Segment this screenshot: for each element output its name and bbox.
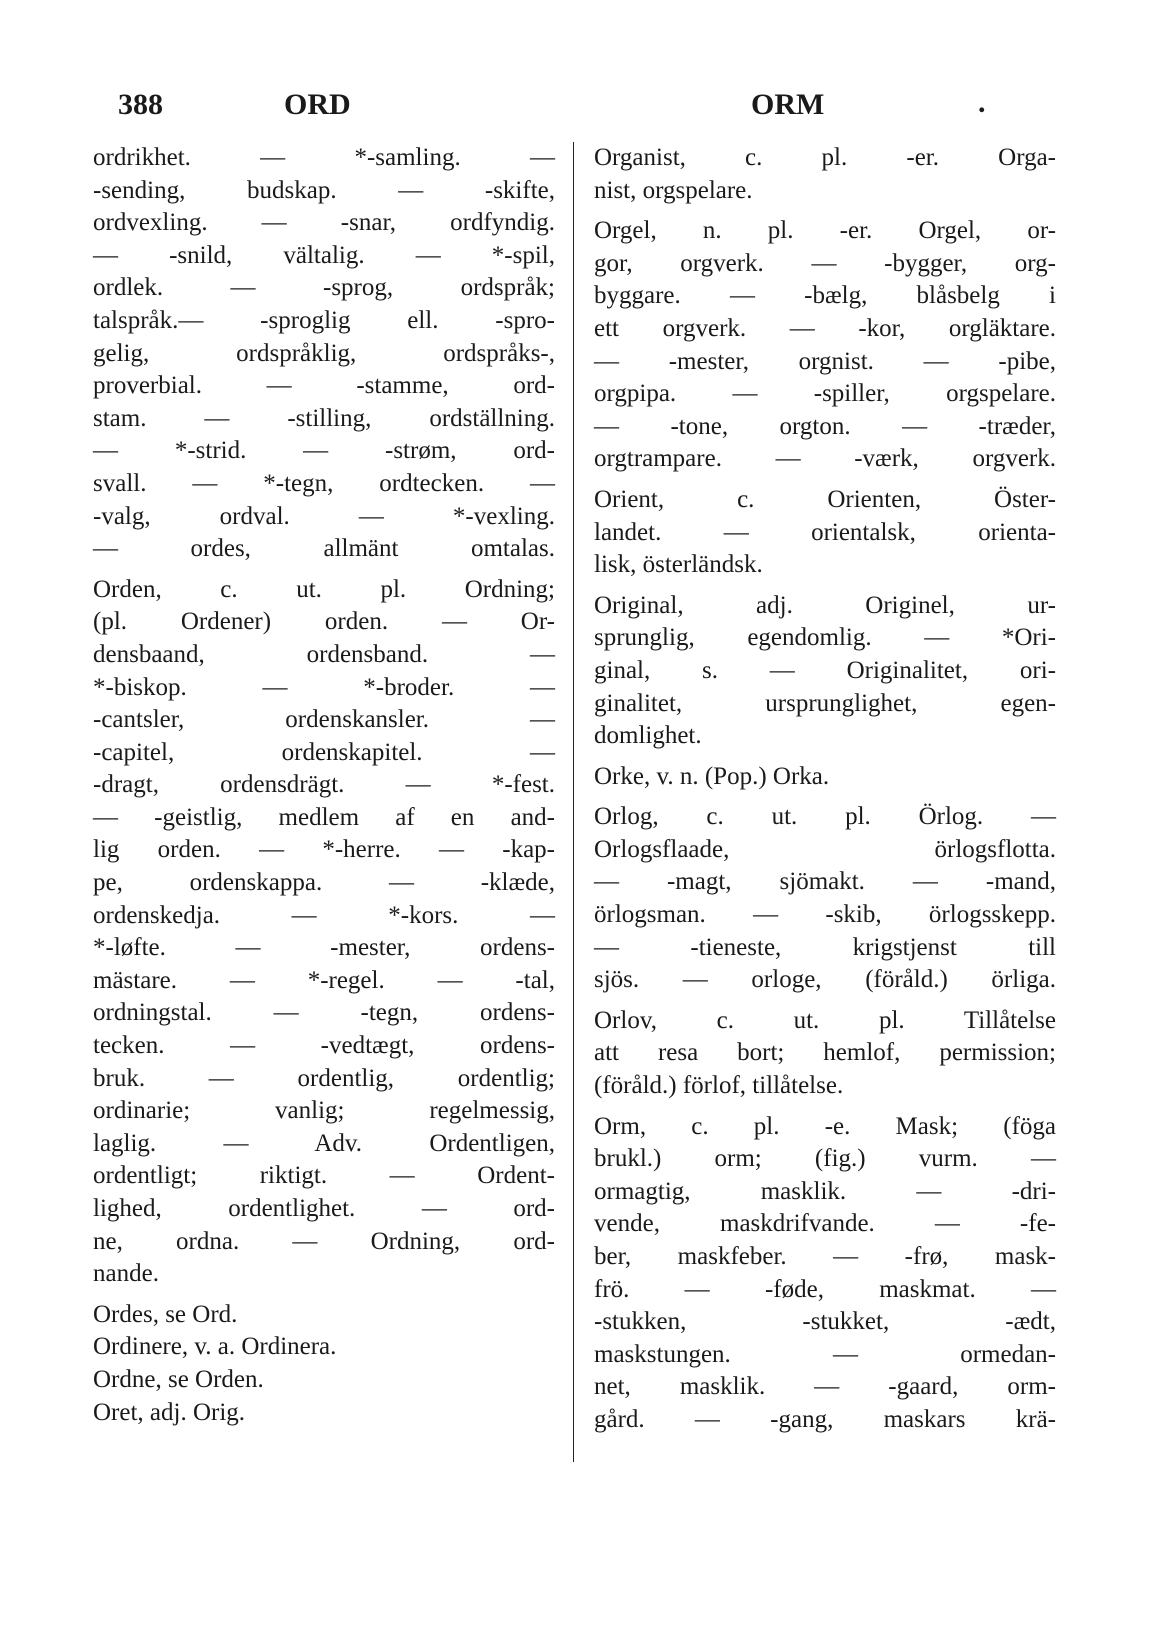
- entry-line: net, masklik. — -gaard, orm-: [594, 1373, 1056, 1401]
- entry-line: bruk. — ordentlig, ordentlig;: [93, 1064, 555, 1092]
- entry-line: Orient, c. Orienten, Öster-: [594, 485, 1056, 513]
- entry-line: Organist, c. pl. -er. Orga-: [594, 144, 1056, 171]
- entry-line: Ordinere, v. a. Ordinera.: [93, 1333, 337, 1361]
- entry-line: talspråk.— -sproglig ell. -spro-: [93, 306, 555, 334]
- entry-line: Original, adj. Originel, ur-: [594, 591, 1056, 619]
- entry-line: (föråld.) förlof, tillåtelse.: [594, 1072, 844, 1100]
- entry-line: vende, maskdrifvande. — -fe-: [594, 1210, 1056, 1238]
- entry-line: ordenskedja. — *-kors. —: [93, 901, 555, 929]
- entry-line: Orke, v. n. (Pop.) Orka.: [594, 762, 830, 790]
- entry-line: ginalitet, ursprunglighet, egen-: [594, 689, 1056, 717]
- entry-line: ordentligt; riktigt. — Ordent-: [93, 1162, 555, 1190]
- entry-line: — -mester, orgnist. — -pibe,: [594, 347, 1056, 375]
- entry-line: lig orden. — *-herre. — -kap-: [93, 836, 555, 864]
- entry-line: Orlov, c. ut. pl. Tillåtelse: [594, 1006, 1056, 1034]
- right-column: [594, 142, 1056, 1437]
- entry-line: ormagtig, masklik. — -dri-: [594, 1177, 1056, 1205]
- entry-line: lighed, ordentlighet. — ord-: [93, 1195, 555, 1222]
- entry-line: ordningstal. — -tegn, ordens-: [93, 999, 555, 1027]
- entry-line: tecken. — -vedtægt, ordens-: [93, 1032, 555, 1060]
- entry-line: -stukken, -stukket, -ædt,: [594, 1308, 1056, 1336]
- entry-line: Orden, c. ut. pl. Ordning;: [93, 575, 555, 603]
- entry-line: -capitel, ordenskapitel. —: [93, 738, 555, 766]
- entry-line: landet. — orientalsk, orienta-: [594, 518, 1056, 546]
- entry-line: gor, orgverk. — -bygger, org-: [594, 249, 1056, 277]
- entry-line: domlighet.: [594, 722, 702, 750]
- entry-line: nist, orgspelare.: [594, 176, 753, 204]
- entry-line: byggare. — -bælg, blåsbelg i: [594, 282, 1056, 310]
- entry-line: svall. — *-tegn, ordtecken. —: [93, 469, 555, 497]
- entry-line: -sending, budskap. — -skifte,: [93, 176, 555, 204]
- entry-line: densbaand, ordensband. —: [93, 640, 555, 668]
- entry-line: örlogsman. — -skib, örlogsskepp.: [594, 901, 1056, 929]
- entry-line: sprunglig, egendomlig. — *Ori-: [594, 624, 1056, 652]
- entry-line: ett orgverk. — -kor, orgläktare.: [594, 314, 1056, 342]
- entry-line: att resa bort; hemlof, permission;: [594, 1039, 1056, 1067]
- entry-line: laglig. — Adv. Ordentligen,: [93, 1129, 555, 1157]
- entry-line: frö. — -føde, maskmat. —: [594, 1275, 1056, 1303]
- entry-line: — -tieneste, krigstjenst till: [594, 933, 1056, 961]
- page-header: [0, 88, 1152, 128]
- left-column: [93, 142, 555, 1429]
- guide-word-left: ORD: [284, 88, 351, 121]
- entry-line: (pl. Ordener) orden. — Or-: [93, 608, 555, 636]
- header-mark: .: [978, 86, 986, 119]
- entry-line: maskstungen. — ormedan-: [594, 1340, 1056, 1368]
- entry-line: ordlek. — -sprog, ordspråk;: [93, 274, 555, 302]
- entry-line: Ordne, se Orden.: [93, 1365, 264, 1393]
- entry-line: proverbial. — -stamme, ord-: [93, 372, 555, 400]
- entry-line: ginal, s. — Originalitet, ori-: [594, 656, 1056, 684]
- entry-line: — -tone, orgton. — -træder,: [594, 412, 1056, 440]
- entry-line: *-løfte. — -mester, ordens-: [93, 934, 555, 962]
- entry-line: -dragt, ordensdrägt. — *-fest.: [93, 771, 555, 799]
- entry-line: ne, ordna. — Ordning, ord-: [93, 1227, 555, 1255]
- entry-line: Orlog, c. ut. pl. Örlog. —: [594, 803, 1056, 831]
- entry-line: brukl.) orm; (fig.) vurm. —: [594, 1145, 1056, 1173]
- entry-line: Orgel, n. pl. -er. Orgel, or-: [594, 217, 1056, 245]
- guide-word-right: ORM: [751, 88, 825, 121]
- entry-line: — -snild, vältalig. — *-spil,: [93, 241, 555, 269]
- entry-line: -cantsler, ordenskansler. —: [93, 706, 555, 734]
- entry-line: sjös. — orloge, (föråld.) örliga.: [594, 966, 1056, 994]
- entry-line: stam. — -stilling, ordställning.: [93, 404, 555, 432]
- entry-line: ordrikhet. — *-samling. —: [93, 144, 555, 171]
- entry-line: — ordes, allmänt omtalas.: [93, 535, 555, 563]
- entry-line: orgpipa. — -spiller, orgspelare.: [594, 380, 1056, 408]
- entry-line: Orm, c. pl. -e. Mask; (föga: [594, 1112, 1056, 1140]
- entry-line: — -magt, sjömakt. — -mand,: [594, 868, 1056, 896]
- entry-line: Oret, adj. Orig.: [93, 1398, 246, 1426]
- column-divider: [573, 142, 574, 1462]
- entry-line: ordvexling. — -snar, ordfyndig.: [93, 209, 555, 237]
- entry-line: Orlogsflaade, örlogsflotta.: [594, 835, 1056, 863]
- entry-line: ordinarie; vanlig; regelmessig,: [93, 1097, 555, 1125]
- entry-line: lisk, österländsk.: [594, 551, 763, 579]
- entry-line: gelig, ordspråklig, ordspråks-,: [93, 339, 555, 367]
- entry-line: gård. — -gang, maskars krä-: [594, 1405, 1056, 1433]
- entry-line: — -geistlig, medlem af en and-: [93, 803, 555, 831]
- entry-line: ber, maskfeber. — -frø, mask-: [594, 1243, 1056, 1270]
- entry-line: Ordes, se Ord.: [93, 1300, 238, 1328]
- entry-line: nande.: [93, 1260, 159, 1288]
- entry-line: -valg, ordval. — *-vexling.: [93, 502, 555, 530]
- entry-line: *-biskop. — *-broder. —: [93, 673, 555, 701]
- entry-line: mästare. — *-regel. — -tal,: [93, 966, 555, 994]
- entry-line: pe, ordenskappa. — -klæde,: [93, 869, 555, 897]
- page-number: 388: [118, 88, 163, 121]
- entry-line: orgtrampare. — -værk, orgverk.: [594, 445, 1056, 473]
- entry-line: — *-strid. — -strøm, ord-: [93, 437, 555, 465]
